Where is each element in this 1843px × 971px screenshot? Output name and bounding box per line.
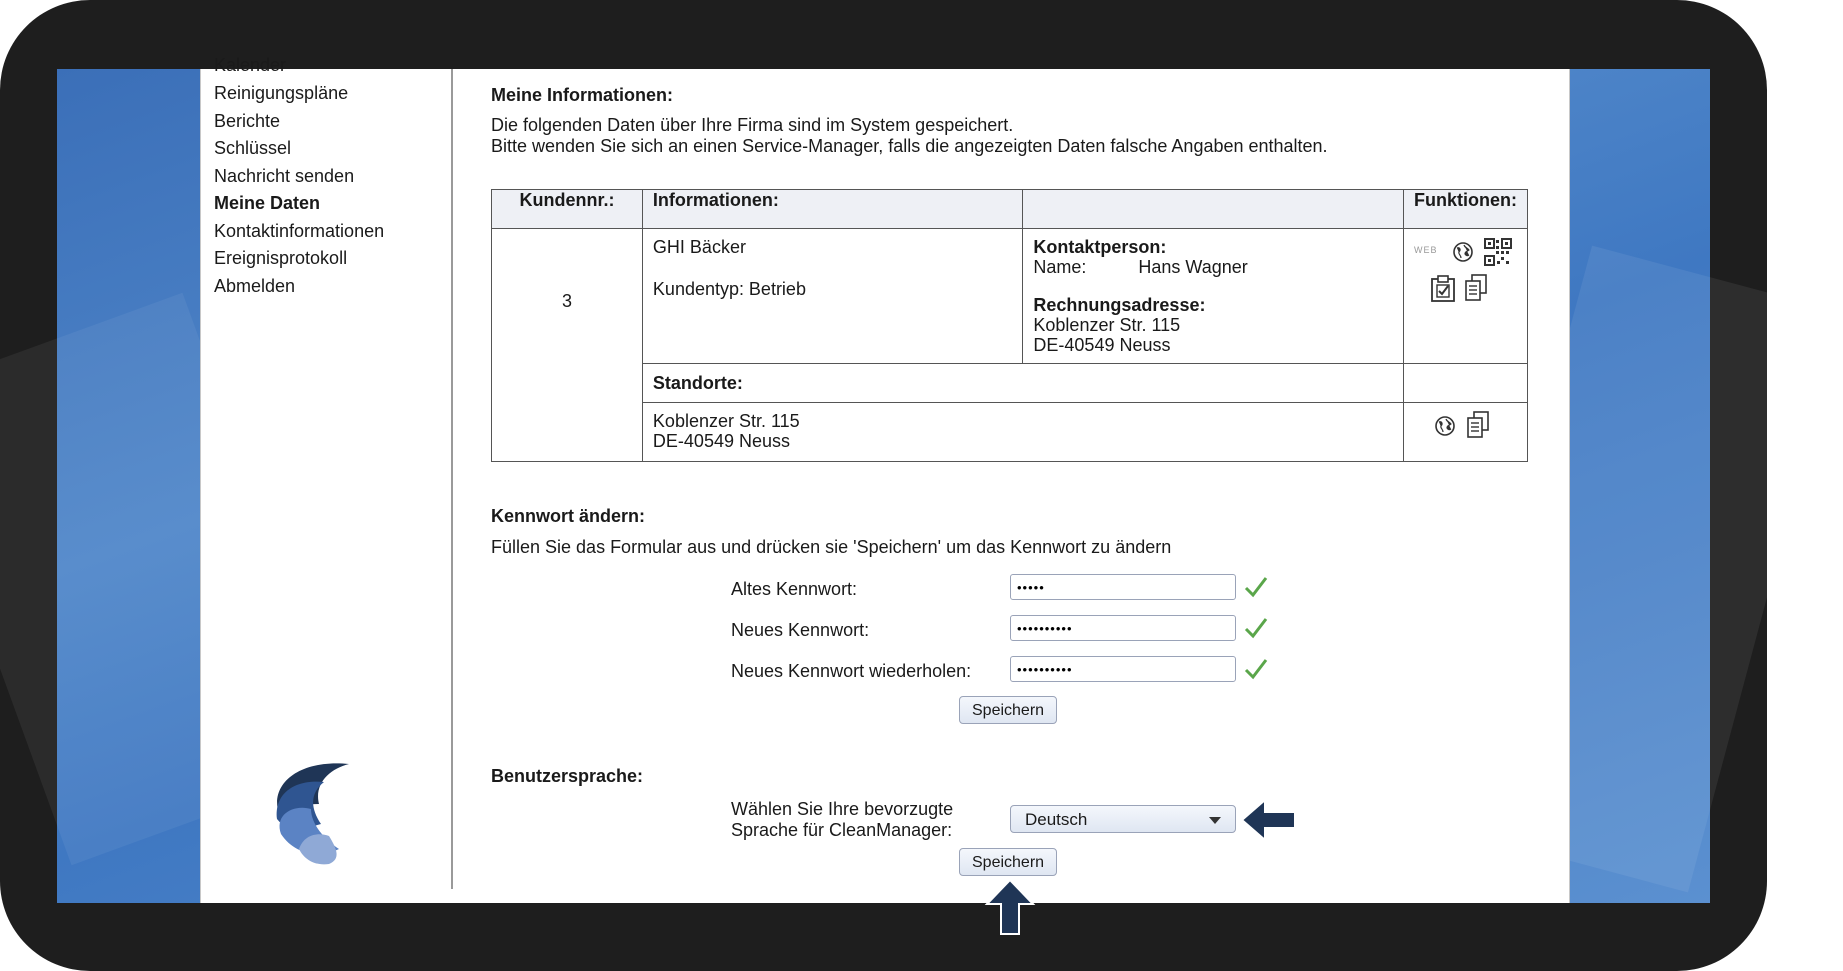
standorte-label: Standorte: — [652, 373, 743, 393]
old-password-check-icon — [1243, 575, 1269, 599]
sidebar-item-schluessel[interactable]: Schlüssel — [214, 138, 292, 158]
header-informationen: Informationen: — [642, 190, 1022, 229]
info-intro-line2: Bitte wenden Sie sich an einen Service-Manager, falls die angezeigten Daten falsche Angaben enthalten. — [491, 136, 1328, 156]
old-password-label: Altes Kennwort: — [731, 579, 858, 599]
sidebar-item-reinigungsplaene[interactable]: Reinigungspläne — [214, 83, 349, 103]
customer-info-table — [491, 189, 1528, 462]
sidebar-item-meine-daten[interactable]: Meine Daten — [214, 193, 321, 213]
language-title: Benutzersprache: — [491, 766, 644, 786]
language-prompt-line2: Sprache für CleanManager: — [731, 820, 953, 840]
clipboard-check-icon[interactable] — [1430, 275, 1456, 303]
company-cell — [642, 229, 1022, 364]
info-title: Meine Informationen: — [491, 85, 674, 105]
sidebar-item-kalender[interactable]: Kalender — [214, 55, 287, 75]
header-kundennr: Kundennr.: — [492, 190, 643, 229]
arrow-left-icon — [1239, 796, 1299, 846]
language-selected-value: Deutsch — [1025, 810, 1088, 829]
repeat-password-input[interactable]: •••••••••• — [1010, 656, 1236, 682]
cleanmanager-logo-icon — [249, 724, 399, 874]
globe-icon[interactable] — [1452, 241, 1474, 263]
language-save-button[interactable]: Speichern — [959, 848, 1057, 876]
documents-icon[interactable] — [1464, 274, 1488, 302]
header-funktionen: Funktionen: — [1404, 190, 1528, 229]
billing-address-line2: DE-40549 Neuss — [1033, 335, 1171, 355]
password-title: Kennwort ändern: — [491, 506, 646, 526]
kundennr-value: 3 — [561, 291, 572, 311]
password-save-button[interactable]: Speichern — [959, 696, 1057, 724]
language-prompt-line1: Wählen Sie Ihre bevorzugte — [731, 799, 954, 819]
sidebar — [201, 55, 453, 889]
new-password-check-icon — [1243, 616, 1269, 640]
old-password-input[interactable]: ••••• — [1010, 574, 1236, 600]
standort-line1: Koblenzer Str. 115 — [652, 411, 800, 431]
billing-address-line1: Koblenzer Str. 115 — [1033, 315, 1181, 335]
chevron-down-icon — [1209, 817, 1221, 824]
standorte-functions-header — [1404, 364, 1528, 403]
sidebar-item-berichte[interactable]: Berichte — [214, 111, 281, 131]
repeat-password-label: Neues Kennwort wiederholen: — [731, 661, 972, 681]
browser-page — [200, 55, 1570, 903]
sidebar-item-kontaktinformationen[interactable]: Kontaktinformationen — [214, 221, 385, 241]
sidebar-item-nachricht-senden[interactable]: Nachricht senden — [214, 166, 355, 186]
new-password-label: Neues Kennwort: — [731, 620, 870, 640]
functions-cell — [1404, 229, 1528, 364]
language-select[interactable] — [1010, 805, 1236, 833]
web-icon[interactable]: WEB — [1414, 245, 1438, 255]
standort-functions-cell — [1404, 403, 1528, 462]
password-instruction: Füllen Sie das Formular aus und drücken sie 'Speichern' um das Kennwort zu ändern — [491, 537, 1172, 557]
info-intro-line1: Die folgenden Daten über Ihre Firma sind im System gespeichert. — [491, 115, 1014, 135]
sidebar-item-ereignisprotokoll[interactable]: Ereignisprotokoll — [214, 248, 348, 268]
qr-code-icon[interactable] — [1484, 238, 1512, 266]
kundennr-cell — [492, 229, 643, 462]
name-label: Name: — [1033, 257, 1087, 277]
new-password-input[interactable]: •••••••••• — [1010, 615, 1236, 641]
kontaktperson-label: Kontaktperson: — [1033, 237, 1167, 257]
repeat-password-check-icon — [1243, 657, 1269, 681]
main-content — [491, 69, 1551, 903]
standort-globe-icon[interactable] — [1434, 415, 1456, 437]
kundentyp-value: Betrieb — [748, 279, 806, 299]
standort-address-cell — [642, 403, 1403, 462]
arrow-up-icon — [984, 878, 1036, 936]
standorte-header-cell — [642, 364, 1403, 403]
kundentyp-label: Kundentyp: — [652, 279, 744, 299]
standort-line2: DE-40549 Neuss — [652, 431, 790, 451]
company-name: GHI Bäcker — [652, 237, 746, 257]
name-value: Hans Wagner — [1138, 257, 1248, 277]
standort-documents-icon[interactable] — [1466, 411, 1490, 439]
header-empty — [1023, 190, 1404, 229]
rechnungsadresse-label: Rechnungsadresse: — [1033, 295, 1206, 315]
sidebar-item-abmelden[interactable]: Abmelden — [214, 276, 296, 296]
contact-cell — [1023, 229, 1404, 364]
